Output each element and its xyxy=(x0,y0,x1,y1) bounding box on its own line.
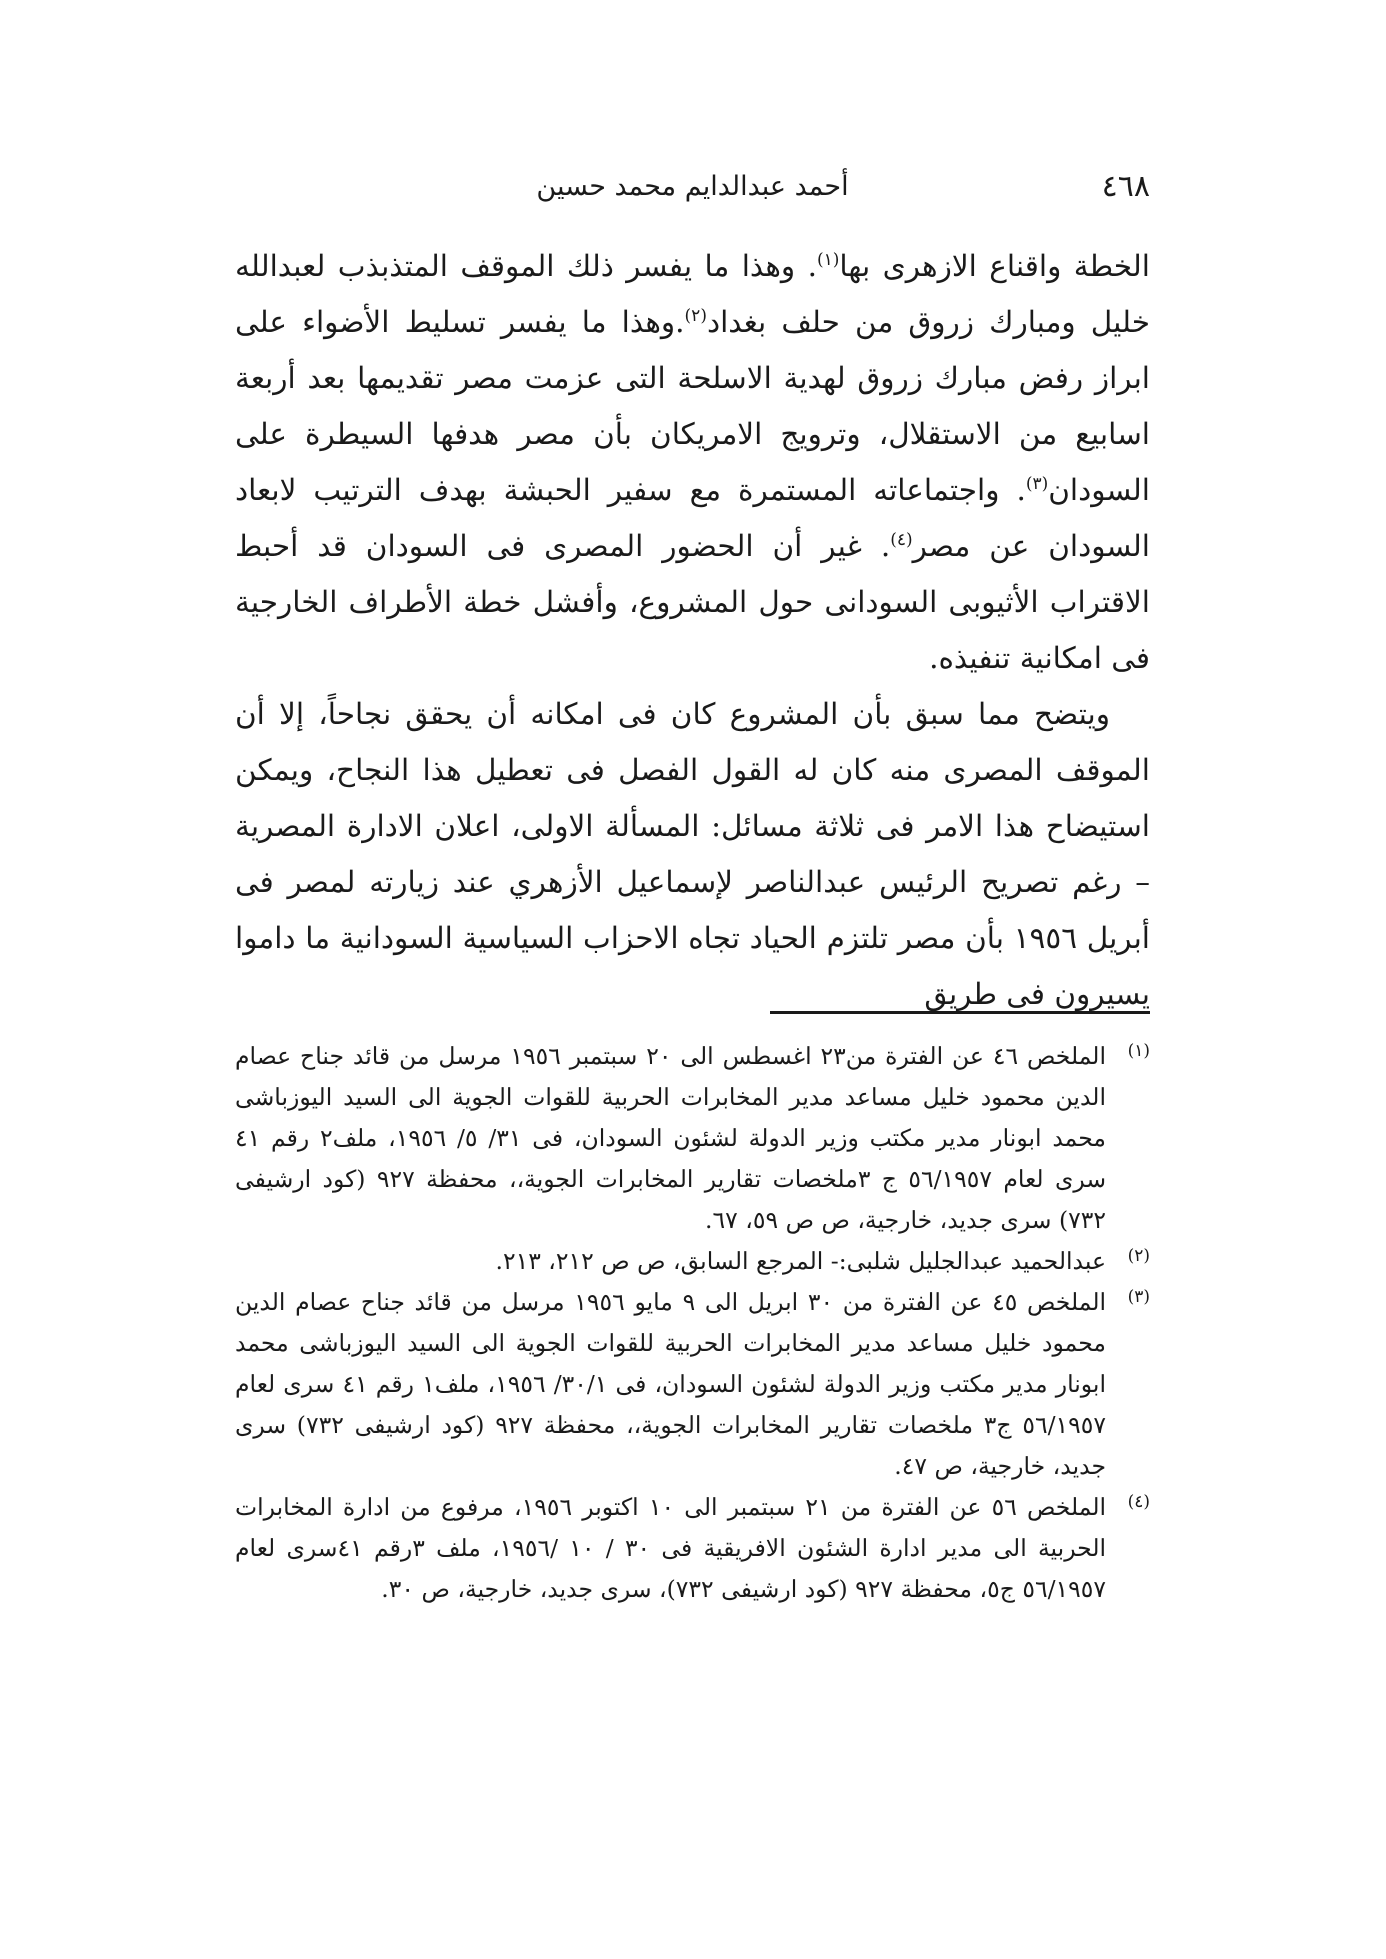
paragraph-1 xyxy=(235,238,1150,686)
paragraph-1-part-b: . وهذا ما يفسر ذلك الموقف المتذبذب لعبدالله خليل ومبارك زروق من حلف بغداد xyxy=(235,249,1150,339)
running-title: أحمد عبدالدايم محمد حسين xyxy=(536,171,849,202)
footnote-text: الملخص ٤٥ عن الفترة من ٣٠ ابريل الى ٩ مايو ١٩٥٦ مرسل من قائد جناح عصام الدين محمود خليل مساعد مدير المخابرات الحربية للقوات الجوية الى السيد اليوزباشى محمد ابونار مدير مكتب وزير الدولة لشئون السودان، فى ٣٠/١/ ١٩٥٦، ملف١ رقم ٤١ سرى لعام ٥٦/١٩٥٧ ج٣ ملخصات تقارير المخابرات الجوية،، محفظة ٩٢٧ (كود ارشيفى ٧٣٢) سرى جديد، خارجية، ص ٤٧. xyxy=(235,1288,1107,1480)
paragraph-2: ويتضح مما سبق بأن المشروع كان فى امكانه أن يحقق نجاحاً، إلا أن الموقف المصرى منه كان له القول الفصل فى تعطيل هذا النجاح، ويمكن استيضاح هذا الامر فى ثلاثة مسائل: المسألة الاولى، اعلان الادارة المصرية – رغم تصريح الرئيس عبدالناصر لإسماعيل الأزهري عند زيارته لمصر فى أبريل ١٩٥٦ بأن مصر تلتزم الحياد تجاه الاحزاب السياسية السودانية ما داموا يسيرون فى طريق xyxy=(235,697,1150,1011)
paragraph-1-part-a: الخطة واقناع الازهرى بها xyxy=(839,249,1150,283)
paragraph-1-part-e: . غير أن الحضور المصرى فى السودان قد أحبط الاقتراب الأثيوبى السودانى حول المشروع، وأفشل خطة الأطراف الخارجية فى امكانية تنفيذه. xyxy=(235,529,1150,675)
footnote-4 xyxy=(235,1487,1150,1610)
footnote-1 xyxy=(235,1036,1150,1241)
footnote-ref-4: (٤) xyxy=(890,530,913,550)
footnote-marker: (٢) xyxy=(1127,1246,1150,1266)
footnote-ref-3: (٣) xyxy=(1025,474,1049,494)
footnote-2 xyxy=(235,1241,1150,1282)
footnote-marker: (٣) xyxy=(1127,1287,1150,1307)
page-number: ٤٦٨ xyxy=(1101,169,1150,204)
paragraph-1-part-d: . واجتماعاته المستمرة مع سفير الحبشة بهدف الترتيب لابعاد السودان عن مصر xyxy=(235,473,1150,563)
page-header xyxy=(235,162,1150,212)
footnote-text: الملخص ٤٦ عن الفترة من٢٣ اغسطس الى ٢٠ سبتمبر ١٩٥٦ مرسل من قائد جناح عصام الدين محمود خليل مساعد مدير المخابرات الحربية للقوات الجوية الى السيد اليوزباشى محمد ابونار مدير مكتب وزير الدولة لشئون السودان، فى ٣١/ ٥/ ١٩٥٦، ملف٢ رقم ٤١ سرى لعام ٥٦/١٩٥٧ ج ٣ملخصات تقارير المخابرات الجوية،، محفظة ٩٢٧ (كود ارشيفى ٧٣٢) سرى جديد، خارجية، ص ص ٥٩، ٦٧. xyxy=(235,1042,1107,1234)
footnote-marker: (٤) xyxy=(1127,1492,1150,1512)
footnote-ref-1: (١) xyxy=(817,250,840,270)
footnote-text: الملخص ٥٦ عن الفترة من ٢١ سبتمبر الى ١٠ اكتوبر ١٩٥٦، مرفوع من ادارة المخابرات الحربية الى مدير ادارة الشئون الافريقية فى ٣٠ / ١٠ /١٩٥٦، ملف ٣رقم ٤١سرى لعام ٥٦/١٩٥٧ ج٥، محفظة ٩٢٧ (كود ارشيفى ٧٣٢)، سرى جديد، خارجية، ص ٣٠. xyxy=(235,1493,1107,1603)
footnote-separator xyxy=(770,1011,1150,1014)
footnote-text: عبدالحميد عبدالجليل شلبى:- المرجع السابق، ص ص ٢١٢، ٢١٣. xyxy=(495,1247,1106,1275)
footnotes xyxy=(235,1036,1150,1610)
paragraph-1-part-c: .وهذا ما يفسر تسليط الأضواء على ابراز رفض مبارك زروق لهدية الاسلحة التى عزمت مصر تقديمها بعد أربعة اسابيع من الاستقلال، وترويج الامريكان بأن مصر هدفها السيطرة على السودان xyxy=(235,305,1150,507)
footnote-3 xyxy=(235,1282,1150,1487)
footnote-ref-2: (٢) xyxy=(684,306,707,326)
footnote-marker: (١) xyxy=(1127,1041,1150,1061)
main-text xyxy=(235,238,1150,1022)
